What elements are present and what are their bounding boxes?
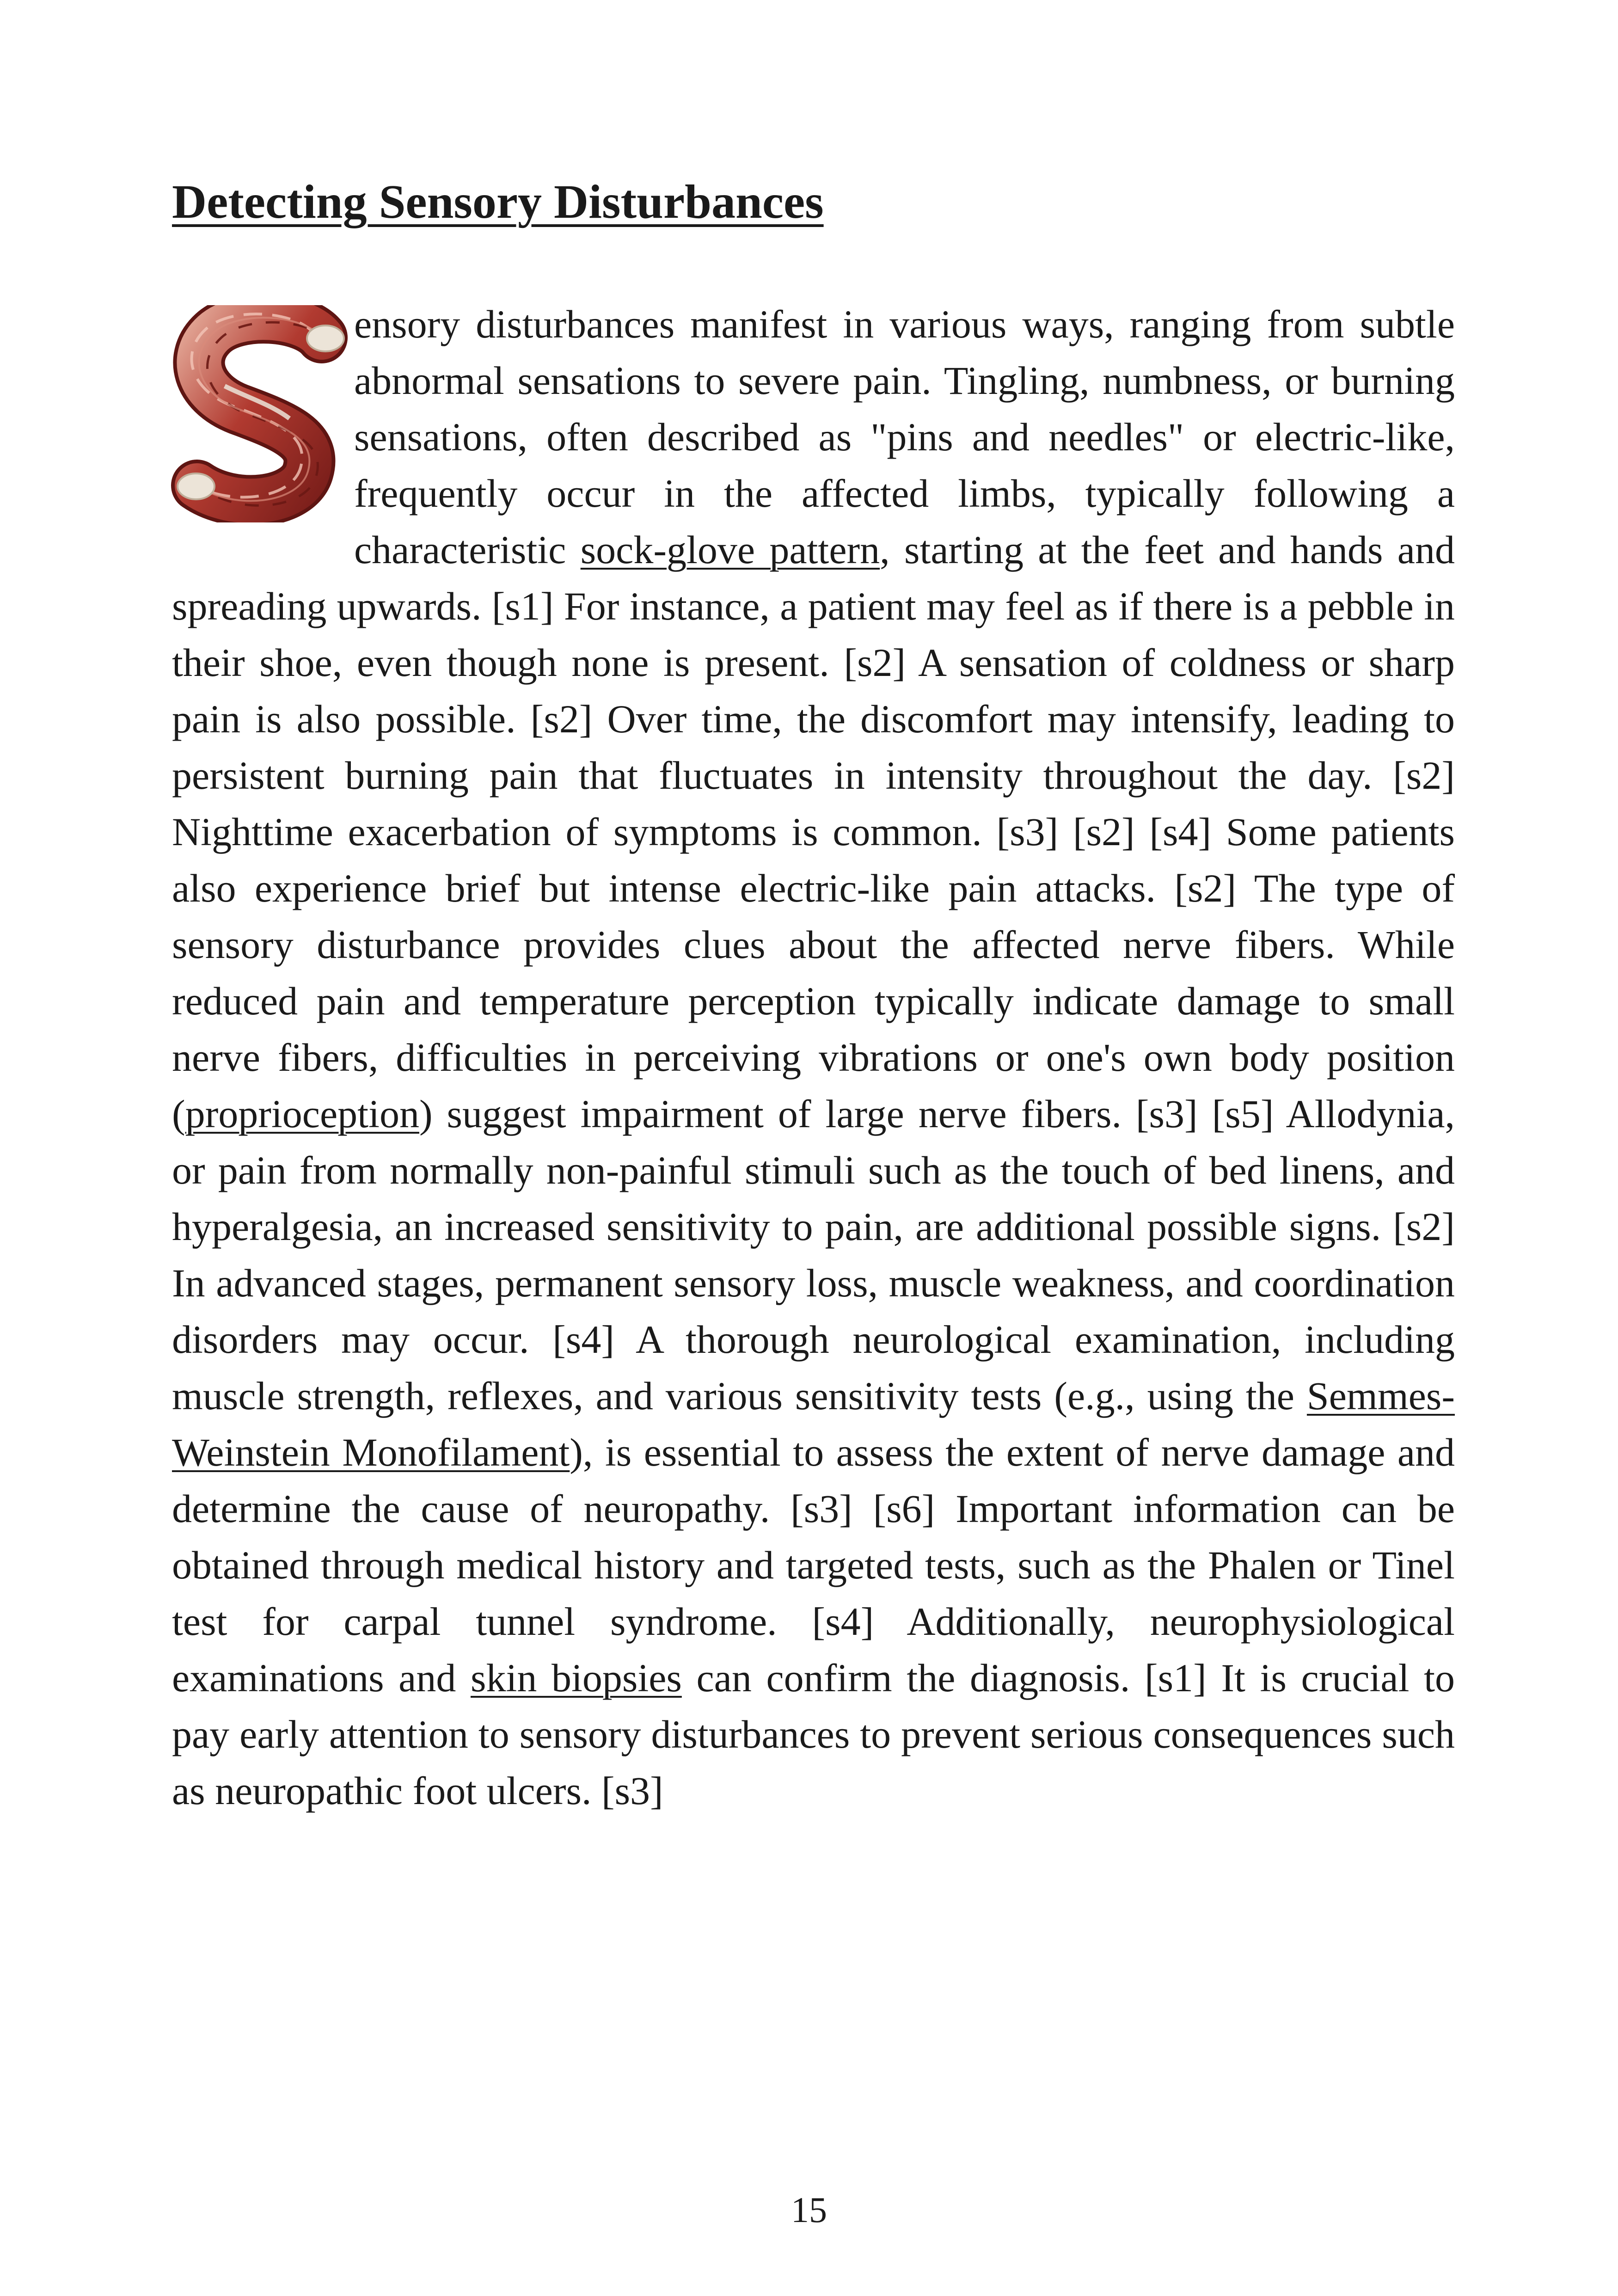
page-number: 15 [791,2190,827,2230]
article-text-3: ) suggest impairment of large nerve fibers. [s3] [s5] Allodynia, or pain from normally non-painful stimuli such as the touch of bed linens, and hyperalgesia, an increased sensitivity to pain, are additional possible signs. [s2] In advanced stages, permanent sensory loss, muscle weakness, and coordination disorders may occur. [s4] A thorough neurological examination, including muscle strength, reflexes, and various sensitivity tests (e.g., using the [172,1092,1455,1418]
semmes-weinstein-monofilament-link[interactable]: Semmes-Weinstein Monofilament [172,1374,1455,1474]
article-text-4: ), is essential to assess the extent of nerve damage and determine the cause of neuropathy. [s3] [s6] Important information can be obtained through medical history and targeted tests, such as the Phalen or Tinel test for carpal tunnel syndrome. [s4] Additionally, neurophysiological examinations and [172,1430,1455,1700]
skin-biopsies-link[interactable]: skin biopsies [470,1656,682,1700]
sock-glove-pattern-link[interactable]: sock-glove pattern [580,528,880,572]
proprioception-link[interactable]: proprioception [185,1092,419,1136]
article-text-5: can confirm the diagnosis. [s1] It is crucial to pay early attention to sensory disturbances to prevent serious consequences such as neuropathic foot ulcers. [s3] [172,1656,1455,1813]
article-paragraph [172,296,1455,1819]
page-title: Detecting Sensory Disturbances [172,175,824,228]
muscle-letter-s-icon [169,305,354,522]
article-text-1: ensory disturbances manifest in various ways, ranging from subtle abnormal sensations to severe pain. Tingling, numbness, or burning sensations, often described as "pins and needles" or electric-like, frequently occur in the affected limbs, typically following a characteristic [354,302,1455,572]
article-text-2: , starting at the feet and hands and spreading upwards. [s1] For instance, a patient may feel as if there is a pebble in their shoe, even though none is present. [s2] A sensation of coldness or sharp pain is also possible. [s2] Over time, the discomfort may intensify, leading to persistent burning pain that fluctuates in intensity throughout the day. [s2] Nighttime exacerbation of symptoms is common. [s3] [s2] [s4] Some patients also experience brief but intense electric-like pain attacks. [s2] The type of sensory disturbance provides clues about the affected nerve fibers. While reduced pain and temperature perception typically indicate damage to small nerve fibers, difficulties in perceiving vibrations or one's own body position ( [172,528,1455,1136]
